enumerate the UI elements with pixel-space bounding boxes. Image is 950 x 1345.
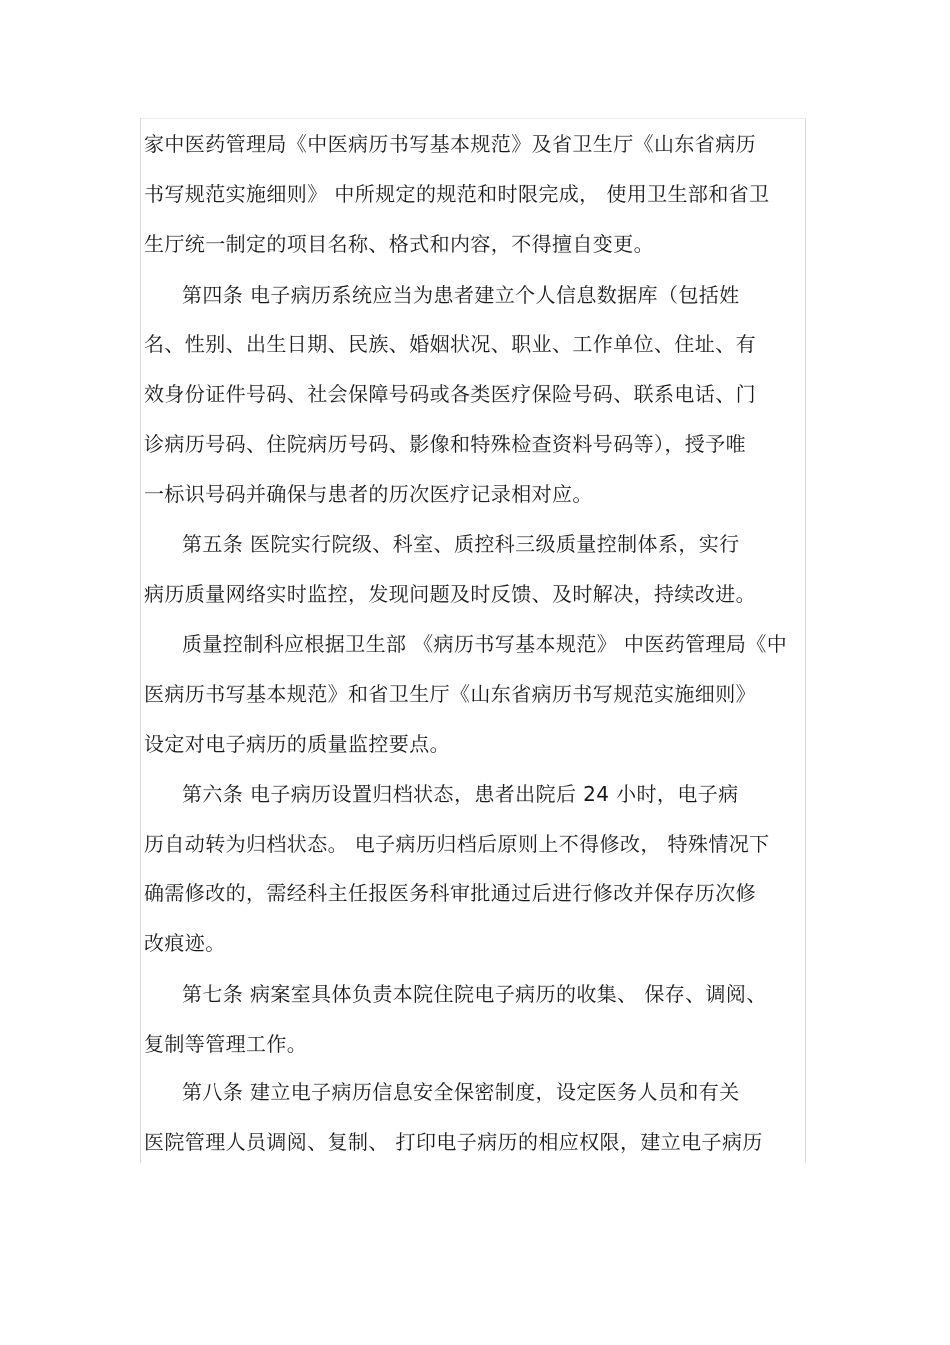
article-4-heading-line: 第四条 电子病历系统应当为患者建立个人信息数据库（包括姓 xyxy=(182,283,740,307)
text-line: 医院管理人员调阅、复制、 打印电子病历的相应权限，建立电子病历 xyxy=(144,1130,763,1154)
text-line: 效身份证件号码、社会保障号码或各类医疗保险号码、联系电话、门 xyxy=(144,382,756,406)
text-line: 病历质量网络实时监控，发现问题及时反馈、及时解决，持续改进。 xyxy=(144,582,756,606)
text-line: 名、性别、出生日期、民族、婚姻状况、职业、工作单位、住址、有 xyxy=(144,332,756,356)
text-line: 生厅统一制定的项目名称、格式和内容，不得擅自变更。 xyxy=(144,232,654,256)
article-8-heading-line: 第八条 建立电子病历信息安全保密制度，设定医务人员和有关 xyxy=(182,1080,740,1104)
article-7-heading-line: 第七条 病案室具体负责本院住院电子病历的收集、 保存、调阅、 xyxy=(182,982,767,1006)
text-line: 家中医药管理局《中医病历书写基本规范》及省卫生厅《山东省病历 xyxy=(144,132,756,156)
text-line: 医病历书写基本规范》和省卫生厅《山东省病历书写规范实施细则》 xyxy=(144,682,756,706)
article-5-heading-line: 第五条 医院实行院级、科室、质控科三级质量控制体系，实行 xyxy=(182,532,740,556)
paragraph-first-line: 质量控制科应根据卫生部 《病历书写基本规范》 中医药管理局《中 xyxy=(182,632,788,656)
text-line: 一标识号码并确保与患者的历次医疗记录相对应。 xyxy=(144,482,593,506)
text-line: 确需修改的，需经科主任报医务科审批通过后进行修改并保存历次修 xyxy=(144,881,756,905)
text-line: 复制等管理工作。 xyxy=(144,1032,308,1056)
text-line: 改痕迹。 xyxy=(144,931,226,955)
text-line: 书写规范实施细则》 中所规定的规范和时限完成， 使用卫生部和省卫 xyxy=(144,182,770,206)
text-line: 诊病历号码、住院病历号码、影像和特殊检查资料号码等），授予唯 xyxy=(144,432,746,456)
article-6-heading-line: 第六条 电子病历设置归档状态，患者出院后 24 小时，电子病 xyxy=(182,782,739,806)
text-line: 设定对电子病历的质量监控要点。 xyxy=(144,732,450,756)
text-line: 历自动转为归档状态。 电子病历归档后原则上不得修改， 特殊情况下 xyxy=(144,832,770,856)
